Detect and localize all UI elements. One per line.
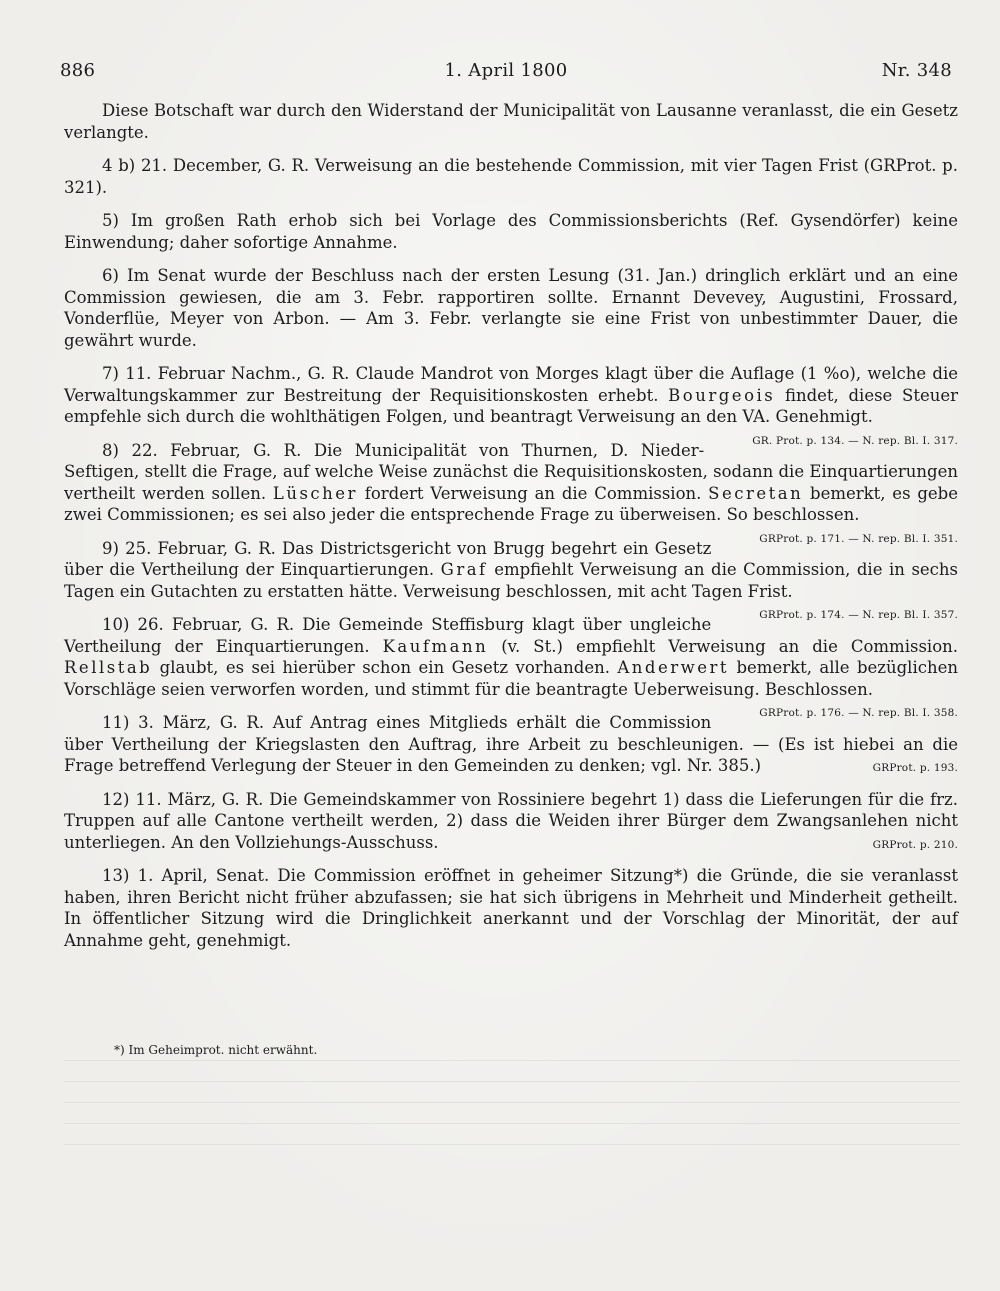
paragraph-4b: 4 b) 21. December, G. R. Verweisung an die bestehende Commission, mit vier Tagen Frist (GRProt. p. 321). — [64, 156, 958, 197]
protocol-reference: GRProt. p. 193. — [872, 762, 958, 774]
spaced-name: Secretan — [708, 483, 804, 503]
paragraph-10: 10) 26. Februar, G. R. Die Gemeinde Steffisburg klagt über ungleiche Vertheilung der Einquartierungen. Kaufmann (v. St.) empfiehlt Verweisung an die Commission. Rellstab glaubt, es sei hierüber schon ein Gesetz vorhanden. Anderwert bemerkt, alle bezüglichen Vorschläge seien verworfen worden, und stimmt für die beantragte Ueberweisung. Beschlossen. GRProt. p. 176. — N. rep. Bl. I. 358. — [64, 614, 958, 700]
protocol-reference: GR. Prot. p. 134. — N. rep. Bl. I. 317. — [752, 434, 958, 447]
spaced-name: Kaufmann — [382, 636, 489, 656]
footnote: *) Im Geheimprot. nicht erwähnt. — [114, 1043, 318, 1057]
paragraph-12: 12) 11. März, G. R. Die Gemeindskammer von Rossiniere begehrt 1) dass die Lieferungen für die frz. Truppen auf alle Cantone vertheilt werden, 2) dass die Weiden ihrer Bürger dem Zwangsanlehen nicht unterliegen. An den Vollziehungs-Ausschuss. GRProt. p. 210. — [64, 789, 958, 854]
paragraph-9: 9) 25. Februar, G. R. Das Districtsgericht von Brugg begehrt ein Gesetz über die Vertheilung der Einquartierungen. Graf empfiehlt Verweisung an die Commission, die in sechs Tagen ein Gutachten zu erstatten hätte. Verweisung beschlossen, mit acht Tagen Frist. GRProt. p. 174. — N. rep. Bl. I. 357. — [64, 538, 958, 603]
protocol-reference: GRProt. p. 171. — N. rep. Bl. I. 351. — [759, 532, 958, 545]
paragraph-6: 6) Im Senat wurde der Beschluss nach der ersten Lesung (31. Jan.) dringlich erklärt und an eine Commission gewiesen, die am 3. Febr. rapportiren sollte. Ernannt Devevey, Augustini, Frossard, Vonderflüe, Meyer von Arbon. — Am 3. Febr. verlangte sie eine Frist von unbestimmter Dauer, die gewährt wurde. — [64, 266, 958, 350]
paragraph-8: 8) 22. Februar, G. R. Die Municipalität von Thurnen, D. Nieder-Seftigen, stellt die Frage, auf welche Weise zunächst die Requisitionskosten, sodann die Einquartierungen vertheilt werden sollen. Lüscher fordert Verweisung an die Commission. Secretan bemerkt, es gebe zwei Commissionen; es sei also jeder die entsprechende Frage zu überweisen. So beschlossen. GRProt. p. 171. — N. rep. Bl. I. 351. — [64, 440, 958, 526]
spaced-name: Anderwert — [617, 658, 730, 677]
bleed-through-texture — [64, 1060, 960, 1160]
spaced-name: Bourgeois — [668, 385, 776, 405]
page-number: 886 — [60, 60, 96, 81]
protocol-reference: GRProt. p. 174. — N. rep. Bl. I. 357. — [759, 609, 958, 621]
paragraph-7: 7) 11. Februar Nachm., G. R. Claude Mandrot von Morges klagt über die Auflage (1 %o), welche die Verwaltungskammer zur Bestreitung der Requisitionskosten erhebt. Bourgeois findet, diese Steuer empfehle sich durch die wohlthätigen Folgen, und beantragt Verweisung an den VA. Genehmigt. GR. Prot. p. 134. — N. rep. Bl. I. 317. — [64, 363, 958, 428]
paragraph-11: 11) 3. März, G. R. Auf Antrag eines Mitglieds erhält die Commission über Vertheilung der Kriegslasten den Auftrag, ihre Arbeit zu beschleunigen. — (Es ist hiebei an die Frage betreffend Verlegung der Steuer in den Gemeinden zu denken; vgl. Nr. 385.) GRProt. p. 193. — [64, 712, 958, 777]
protocol-reference: GRProt. p. 210. — [872, 838, 958, 851]
document-body — [64, 100, 958, 963]
spaced-name: Rellstab — [64, 658, 153, 677]
spaced-name: Lüscher — [272, 483, 358, 503]
paragraph-intro: Diese Botschaft war durch den Widerstand der Municipalität von Lausanne veranlasst, die ein Gesetz verlangte. — [64, 101, 958, 142]
page-header — [60, 60, 952, 90]
header-date: 1. April 1800 — [444, 60, 568, 81]
spaced-name: Graf — [440, 560, 488, 579]
document-number: Nr. 348 — [881, 60, 952, 81]
paragraph-13: 13) 1. April, Senat. Die Commission eröffnet in geheimer Sitzung*) die Gründe, die sie veranlasst haben, ihren Bericht nicht früher abzufassen; sie hat sich übrigens in Mehrheit und Minderheit getheilt. In öffentlicher Sitzung wird die Dringlichkeit anerkannt und der Vorschlag der Minorität, der auf Annahme geht, genehmigt. — [64, 866, 958, 950]
paragraph-5: 5) Im großen Rath erhob sich bei Vorlage des Commissionsberichts (Ref. Gysendörfer) keine Einwendung; daher sofortige Annahme. — [64, 211, 958, 252]
protocol-reference: GRProt. p. 176. — N. rep. Bl. I. 358. — [759, 707, 958, 719]
